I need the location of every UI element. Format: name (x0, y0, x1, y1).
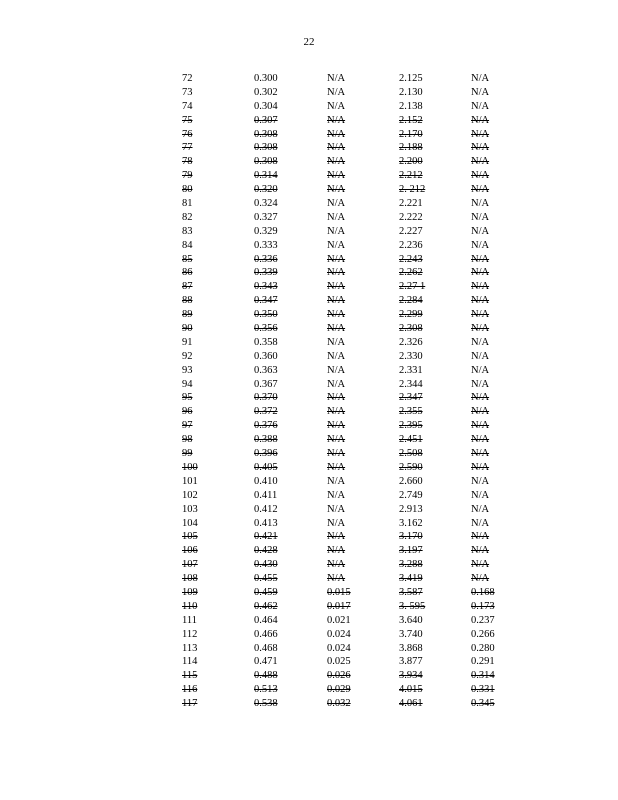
table-cell: 0.455 (254, 573, 278, 585)
table-cell: N/A (327, 211, 346, 223)
table-cell: 3.934 (399, 670, 423, 682)
table-cell: 115 (182, 670, 198, 682)
table-cell: 110 (182, 600, 198, 612)
table-cell: 2.660 (399, 475, 423, 487)
table-cell: N/A (471, 336, 490, 348)
table-cell: 0.459 (254, 586, 278, 598)
table-cell: 0.412 (254, 503, 278, 515)
table-cell: 0.024 (327, 642, 351, 654)
table-cell: 0.345 (471, 698, 495, 710)
table-cell: 0.410 (254, 475, 278, 487)
table-cell: 3.868 (399, 642, 423, 654)
table-cell: 0.308 (254, 128, 278, 140)
table-cell: 79 (182, 170, 193, 182)
table-cell: 4.061 (399, 698, 423, 710)
table-cell: 82 (182, 211, 193, 223)
table-cell: N/A (327, 406, 346, 418)
table-cell: N/A (327, 517, 346, 529)
table-cell: 0.388 (254, 434, 278, 446)
table-cell: 0.329 (254, 225, 278, 237)
table-cell: 2.284 (399, 295, 423, 307)
table-cell: 78 (182, 156, 193, 168)
table-cell: 95 (182, 392, 193, 404)
table-cell: 0.405 (254, 461, 278, 473)
table-cell: N/A (471, 434, 490, 446)
table-cell: 0.538 (254, 698, 278, 710)
table-cell: 111 (182, 614, 197, 626)
table-cell: N/A (327, 100, 346, 112)
table-cell: 0.488 (254, 670, 278, 682)
table-cell: 2.236 (399, 239, 423, 251)
table-cell: 2.227 (399, 225, 423, 237)
table-cell: 81 (182, 198, 193, 210)
table-cell: 2.749 (399, 489, 423, 501)
table-cell: N/A (327, 559, 346, 571)
table-cell: N/A (327, 392, 346, 404)
table-cell: 2.125 (399, 73, 423, 84)
table-cell: 85 (182, 253, 193, 265)
table-cell: 0.026 (327, 670, 351, 682)
table-cell: N/A (471, 128, 490, 140)
table-cell: N/A (471, 392, 490, 404)
table-cell: N/A (471, 503, 490, 515)
table-cell: N/A (327, 531, 346, 543)
table-cell: 3. 595 (399, 600, 426, 612)
table-cell: N/A (327, 239, 346, 251)
table-cell: N/A (327, 378, 346, 390)
table-cell: 0.430 (254, 559, 278, 571)
table-cell: 0.025 (327, 656, 351, 668)
table-cell: 88 (182, 295, 193, 307)
table-cell: 4.015 (399, 684, 423, 696)
table-cell: 2.590 (399, 461, 423, 473)
table-cell: 0.464 (254, 614, 278, 626)
table-cell: 0.304 (254, 100, 278, 112)
table-cell: 2.326 (399, 336, 423, 348)
table-cell: 2.130 (399, 86, 423, 98)
table-cell: N/A (471, 323, 490, 335)
table-cell: 0.339 (254, 267, 278, 279)
table-cell: N/A (327, 461, 346, 473)
table-cell: 0.015 (327, 586, 351, 598)
table-cell: N/A (471, 281, 490, 293)
table-cell: 0.032 (327, 698, 351, 710)
table-cell: 2.330 (399, 350, 423, 362)
table-cell: 73 (182, 86, 193, 98)
table-cell: N/A (471, 253, 490, 265)
table-cell: 109 (182, 586, 198, 598)
table-cell: 0.428 (254, 545, 278, 557)
table-cell: N/A (327, 73, 346, 84)
table-cell: N/A (327, 295, 346, 307)
table-cell: 0.237 (471, 614, 495, 626)
table-cell: 2.913 (399, 503, 423, 515)
table-cell: 96 (182, 406, 193, 418)
table-cell: N/A (471, 489, 490, 501)
table-cell: 91 (182, 336, 193, 348)
table-cell: 0.300 (254, 73, 278, 84)
table-cell: N/A (471, 184, 490, 196)
table-cell: N/A (471, 225, 490, 237)
table-cell: 2.508 (399, 448, 423, 460)
table-cell: 0.333 (254, 239, 278, 251)
table-cell: N/A (327, 503, 346, 515)
table-cell: 0.376 (254, 420, 278, 432)
table-cell: 2.331 (399, 364, 423, 376)
table-cell: 102 (182, 489, 198, 501)
table-cell: 0.468 (254, 642, 278, 654)
table-cell: N/A (471, 420, 490, 432)
table-cell: N/A (327, 184, 346, 196)
table-cell: 87 (182, 281, 193, 293)
table-cell: 2.212 (399, 170, 423, 182)
table-cell: N/A (471, 211, 490, 223)
table-cell: 0.314 (471, 670, 495, 682)
table-cell: 3.170 (399, 531, 423, 543)
table-cell: 0.370 (254, 392, 278, 404)
table-cell: N/A (327, 156, 346, 168)
table-cell: 0.302 (254, 86, 278, 98)
table-cell: 83 (182, 225, 193, 237)
table-cell: 0.291 (471, 656, 495, 668)
table-cell: 2.170 (399, 128, 423, 140)
table-cell: 94 (182, 378, 193, 390)
table-cell: N/A (327, 573, 346, 585)
table-cell: N/A (327, 545, 346, 557)
table-cell: 0.471 (254, 656, 278, 668)
table-cell: N/A (327, 281, 346, 293)
table-cell: 86 (182, 267, 193, 279)
table-cell: 72 (182, 73, 193, 84)
table-cell: 2.451 (399, 434, 423, 446)
table-cell: 0.017 (327, 600, 351, 612)
table-cell: 0.363 (254, 364, 278, 376)
table-cell: 77 (182, 142, 193, 154)
table-cell: 0.462 (254, 600, 278, 612)
table-cell: 2.243 (399, 253, 423, 265)
table-cell: 103 (182, 503, 198, 515)
table-cell: N/A (471, 114, 490, 126)
table-cell: N/A (327, 86, 346, 98)
table-cell: 117 (182, 698, 198, 710)
table-cell: 0.331 (471, 684, 495, 696)
table-cell: N/A (327, 198, 346, 210)
table-cell: N/A (471, 545, 490, 557)
table-cell: N/A (471, 309, 490, 321)
table-cell: 92 (182, 350, 193, 362)
table-cell: N/A (471, 100, 490, 112)
table-cell: N/A (471, 295, 490, 307)
table-cell: N/A (471, 406, 490, 418)
table-cell: 0.280 (471, 642, 495, 654)
table-cell: 0.367 (254, 378, 278, 390)
table-cell: 0.327 (254, 211, 278, 223)
table-cell: 0.396 (254, 448, 278, 460)
table-cell: N/A (327, 309, 346, 321)
table-cell: 0.308 (254, 156, 278, 168)
table-cell: 80 (182, 184, 193, 196)
table-cell: N/A (471, 86, 490, 98)
table-cell: 0.347 (254, 295, 278, 307)
table-cell: 75 (182, 114, 193, 126)
table-cell: 3.197 (399, 545, 423, 557)
table-cell: 0.314 (254, 170, 278, 182)
table-cell: N/A (471, 461, 490, 473)
table-cell: N/A (471, 475, 490, 487)
table-cell: N/A (327, 448, 346, 460)
table-cell: 0.168 (471, 586, 495, 598)
table-cell: 104 (182, 517, 198, 529)
table-cell: N/A (327, 434, 346, 446)
table-cell: 0.320 (254, 184, 278, 196)
table-cell: N/A (327, 170, 346, 182)
table-cell: 2.221 (399, 198, 423, 210)
table-cell: N/A (327, 336, 346, 348)
table-cell: 106 (182, 545, 198, 557)
table-cell: 2.152 (399, 114, 423, 126)
table-cell: N/A (471, 448, 490, 460)
table-cell: N/A (471, 239, 490, 251)
table-cell: N/A (327, 267, 346, 279)
table-cell: N/A (327, 253, 346, 265)
table-cell: 116 (182, 684, 198, 696)
table-cell: N/A (471, 73, 490, 84)
table-cell: N/A (327, 489, 346, 501)
table-cell: 2.188 (399, 142, 423, 154)
table-cell: 101 (182, 475, 198, 487)
table-cell: N/A (471, 156, 490, 168)
table-cell: 0.029 (327, 684, 351, 696)
table-cell: 2.355 (399, 406, 423, 418)
table-cell: N/A (327, 114, 346, 126)
table-cell: 99 (182, 448, 193, 460)
table-cell: N/A (327, 350, 346, 362)
table-cell: 0.421 (254, 531, 278, 543)
table-cell: 0.343 (254, 281, 278, 293)
table-cell: 93 (182, 364, 193, 376)
table-cell: 74 (182, 100, 193, 112)
table-cell: 0.324 (254, 198, 278, 210)
table-cell: N/A (327, 475, 346, 487)
table-cell: N/A (471, 198, 490, 210)
table-cell: 0.358 (254, 336, 278, 348)
table-cell: N/A (471, 142, 490, 154)
table-cell: 2.299 (399, 309, 423, 321)
table-cell: 3.288 (399, 559, 423, 571)
table-cell: 0.308 (254, 142, 278, 154)
table-cell: 0.466 (254, 628, 278, 640)
table-cell: 3.740 (399, 628, 423, 640)
table-cell: N/A (471, 350, 490, 362)
table-cell: 3.419 (399, 573, 423, 585)
table-cell: 0.024 (327, 628, 351, 640)
table-cell: 2.395 (399, 420, 423, 432)
table-cell: N/A (327, 128, 346, 140)
table-cell: 2.222 (399, 211, 423, 223)
table-cell: 2.308 (399, 323, 423, 335)
table-cell: 2.27 1 (399, 281, 426, 293)
table-cell: 105 (182, 531, 198, 543)
table-cell: N/A (327, 142, 346, 154)
table-cell: 2. 212 (399, 184, 426, 196)
table-cell: 114 (182, 656, 198, 668)
table-cell: N/A (471, 364, 490, 376)
table-cell: 2.262 (399, 267, 423, 279)
table-cell: 2.200 (399, 156, 423, 168)
table-cell: 0.307 (254, 114, 278, 126)
table-cell: 3.877 (399, 656, 423, 668)
table-cell: 0.513 (254, 684, 278, 696)
table-cell: N/A (327, 364, 346, 376)
page-number: 22 (303, 36, 315, 48)
table-cell: 98 (182, 434, 193, 446)
table-cell: 112 (182, 628, 198, 640)
table-cell: 0.173 (471, 600, 495, 612)
table-cell: 0.356 (254, 323, 278, 335)
table-cell: 2.138 (399, 100, 423, 112)
table-cell: 84 (182, 239, 193, 251)
table-cell: 90 (182, 323, 193, 335)
table-cell: 107 (182, 559, 198, 571)
table-cell: 0.360 (254, 350, 278, 362)
table-cell: 100 (182, 461, 198, 473)
table-cell: N/A (327, 420, 346, 432)
table-cell: N/A (471, 559, 490, 571)
table-cell: 76 (182, 128, 193, 140)
table-cell: 3.162 (399, 517, 423, 529)
table-cell: 0.372 (254, 406, 278, 418)
table-cell: 2.347 (399, 392, 423, 404)
table-cell: N/A (471, 531, 490, 543)
table-cell: 0.336 (254, 253, 278, 265)
table-cell: 0.413 (254, 517, 278, 529)
table-cell: N/A (471, 378, 490, 390)
table-cell: 3.587 (399, 586, 423, 598)
table-cell: 0.350 (254, 309, 278, 321)
table-cell: N/A (471, 267, 490, 279)
table-cell: 3.640 (399, 614, 423, 626)
table-cell: N/A (327, 225, 346, 237)
table-cell: 2.344 (399, 378, 423, 390)
table-cell: 0.266 (471, 628, 495, 640)
table-cell: 0.021 (327, 614, 351, 626)
table-cell: 108 (182, 573, 198, 585)
table-cell: 113 (182, 642, 198, 654)
table-cell: N/A (327, 323, 346, 335)
table-cell: N/A (471, 517, 490, 529)
table-cell: 0.411 (254, 489, 278, 501)
table-cell: 97 (182, 420, 193, 432)
table-cell: N/A (471, 170, 490, 182)
table-cell: N/A (471, 573, 490, 585)
table-cell: 89 (182, 309, 193, 321)
